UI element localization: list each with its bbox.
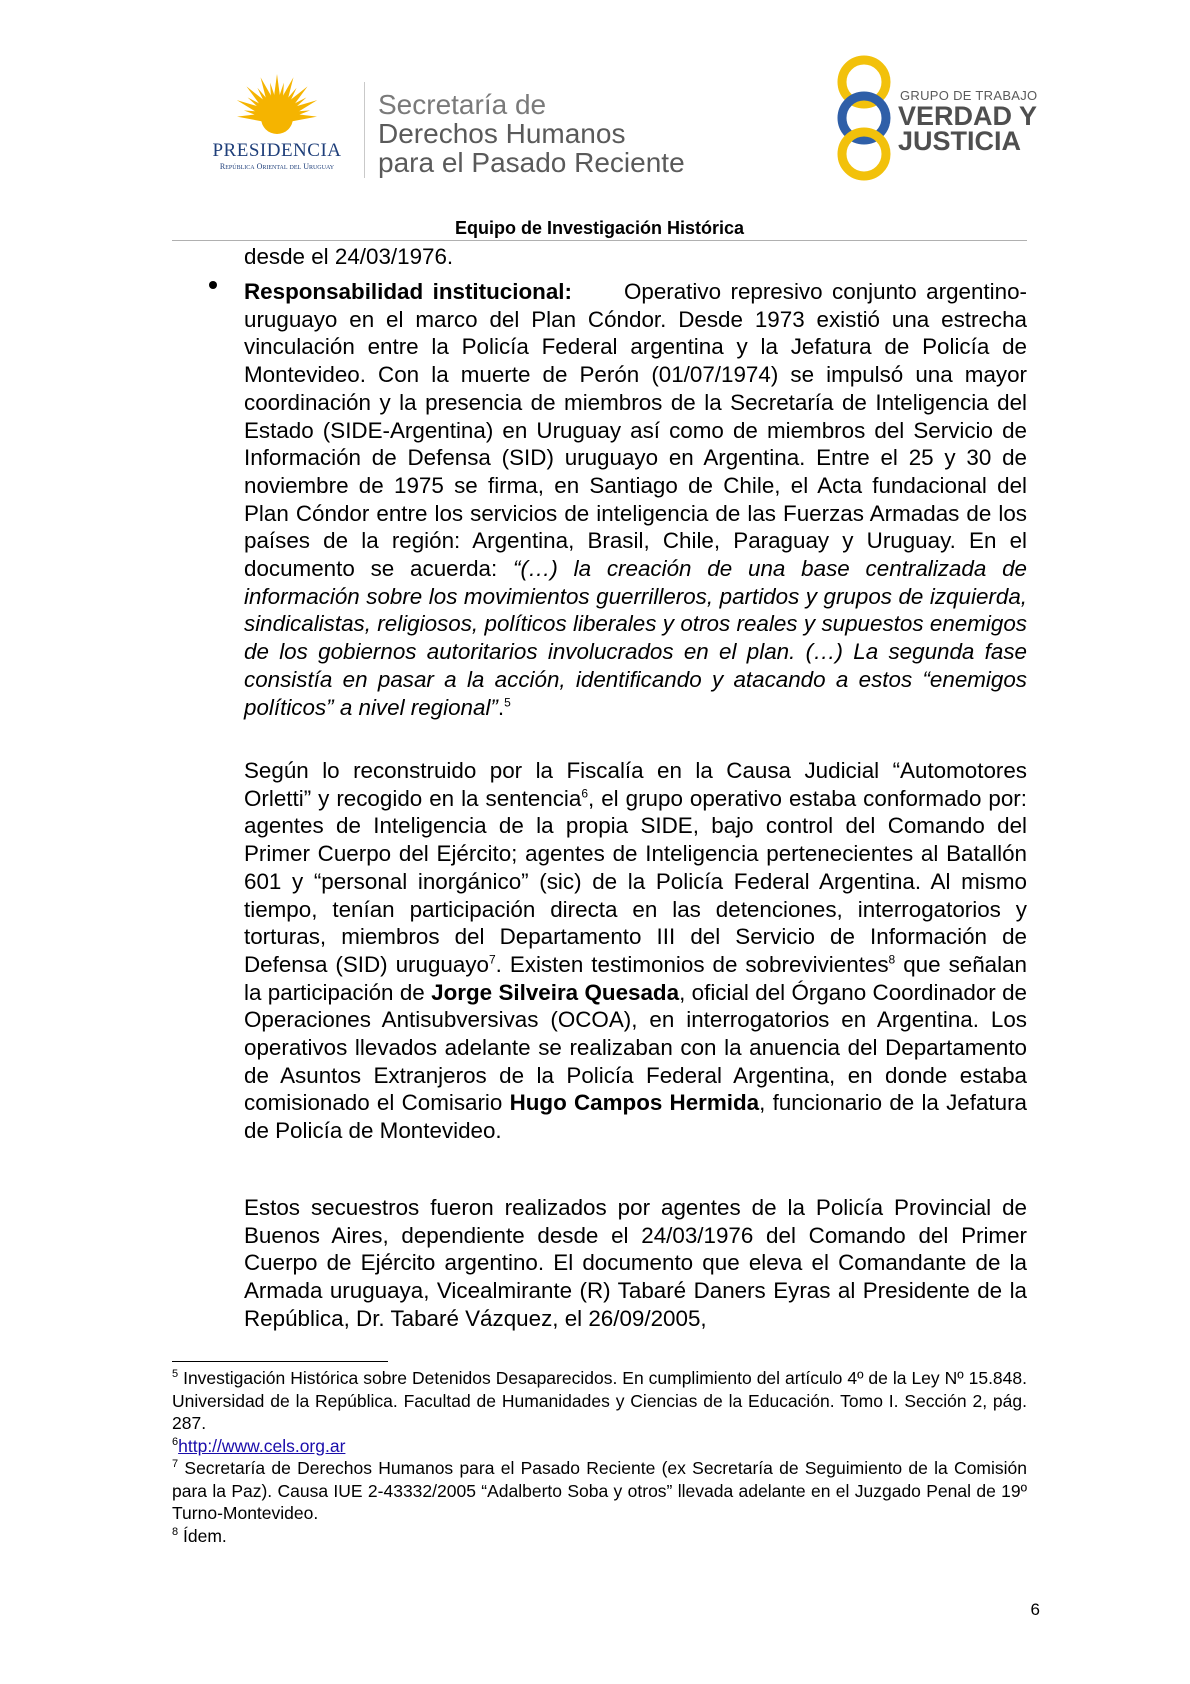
- page-number: 6: [1030, 1600, 1040, 1619]
- para2-text-6: , funcionario de la Jefatura de Policía de Montevideo.: [244, 1090, 1027, 1144]
- name-campos: Hugo Campos Hermida: [509, 1090, 760, 1116]
- paragraph-orletti: [244, 757, 1027, 1145]
- footnotes: [172, 1367, 1027, 1547]
- footnote-8: [172, 1525, 1027, 1548]
- footnote-ref-5[interactable]: 5: [504, 695, 511, 710]
- footnote-number: 5: [172, 1368, 179, 1381]
- condor-quote: “(…) la creación de una base centralizada de información sobre los movimientos guerrilleros, partidos y grupos de izquierda, sindicalistas, religiosos, políticos liberales y otros reales y supuestos enemigos de los gobiernos autoritarios involucrados en el plan. (…) La segunda fase consistía en pasar a la acción, identificando y atacando a estos “enemigos políticos” a nivel regional”: [244, 556, 1027, 720]
- presidencia-logo: [192, 70, 362, 180]
- footnote-number: 7: [172, 1458, 179, 1471]
- cels-link[interactable]: http://www.cels.org.ar: [178, 1435, 346, 1456]
- quote-end: .: [497, 694, 505, 720]
- secretaria-line-2: Derechos Humanos: [378, 118, 626, 149]
- header-divider: [364, 82, 365, 178]
- footnote-text: Secretaría de Derechos Humanos para el Pasado Reciente (ex Secretaría de Seguimiento de la Comisión para la Paz). Causa IUE 2-43332/2005 “Adalberto Soba y otros” llevada adelante en el Juzgado Penal de 19º Turno-Montevideo.: [172, 1458, 1027, 1523]
- para2-text-5: , oficial del Órgano Coordinador de Operaciones Antisubversivas (OCOA), en interrogatorios en Argentina. Los operativos llevados adelante se realizaban con la anuencia del Departamento de Asuntos Extranjeros de la Policía Federal Argentina, en donde estaba comisionado el Comisario: [244, 979, 1028, 1116]
- header-rule: [172, 240, 1027, 241]
- presidencia-sublabel: República Oriental del Uruguay: [219, 162, 335, 171]
- secretaria-title: [378, 90, 728, 177]
- footnote-5: [172, 1367, 1027, 1435]
- footnote-ref-8[interactable]: 8: [888, 952, 896, 967]
- name-silveira: Jorge Silveira Quesada: [431, 979, 680, 1005]
- vj-line-3: JUSTICIA: [898, 126, 1022, 156]
- presidencia-label: PRESIDENCIA: [212, 140, 342, 161]
- vj-line-1: GRUPO DE TRABAJO: [900, 88, 1038, 103]
- footnote-7: [172, 1457, 1027, 1525]
- para2-text-4: que señalan la participación de: [244, 951, 1027, 1005]
- para2-text-1: Según lo reconstruido por la Fiscalía en la Causa Judicial “Automotores Orletti” y recogido en la sentencia: [244, 758, 1027, 811]
- vj-line-2: VERDAD Y: [898, 101, 1038, 131]
- footnote-6: [172, 1435, 1027, 1458]
- continuation-line: desde el 24/03/1976.: [244, 244, 454, 269]
- footnote-text: Investigación Histórica sobre Detenidos Desaparecidos. En cumplimiento del artículo 4º de la Ley Nº 15.848. Universidad de la República. Facultad de Humanidades y Ciencias de la Educación. Tomo I. Sección 2, pág. 287.: [172, 1368, 1027, 1433]
- footnote-ref-7[interactable]: 7: [488, 952, 496, 967]
- footnote-number: 8: [172, 1525, 179, 1538]
- bullet-label: Responsabilidad institucional:: [244, 279, 572, 304]
- paragraph-secuestros: Estos secuestros fueron realizados por agentes de la Policía Provincial de Buenos Aires, dependiente desde el 24/03/1976 del Comando del Primer Cuerpo de Ejército argentino. El documento que eleva el Comandante de la Armada uruguaya, Vicealmirante (R) Tabaré Daners Eyras al Presidente de la República, Dr. Tabaré Vázquez, el 26/09/2005,: [244, 1195, 1027, 1331]
- team-name: Equipo de Investigación Histórica: [454, 218, 745, 238]
- secretaria-line-1: Secretaría de: [378, 89, 547, 120]
- bullet-responsabilidad: [244, 278, 1027, 721]
- bullet-text: Operativo represivo conjunto argentino-uruguayo en el marco del Plan Cóndor. Desde 1973 existió una estrecha vinculación entre la Policía Federal argentina y la Jefatura de Policía de Montevideo. Con la muerte de Perón (01/07/1974) se impulsó una mayor coordinación y la presencia de miembros de la Secretaría de Inteligencia del Estado (SIDE-Argentina) en Uruguay así como de miembros del Servicio de Información de Defensa (SID) uruguayo en Argentina. Entre el 25 y 30 de noviembre de 1975 se firma, en Santiago de Chile, el Acta fundacional del Plan Cóndor entre los servicios de inteligencia de las Fuerzas Armadas de los países de la región: Argentina, Brasil, Chile, Paraguay y Uruguay. En el documento se acuerda:: [244, 279, 1027, 582]
- secretaria-line-3: para el Pasado Reciente: [378, 147, 685, 178]
- para2-text-3: . Existen testimonios de sobrevivientes: [495, 951, 889, 977]
- footnote-number: 6: [172, 1435, 179, 1448]
- footnote-ref-6[interactable]: 6: [581, 786, 589, 801]
- para2-text-2: , el grupo operativo estaba conformado por: agentes de Inteligencia de la propia SIDE, bajo control del Comando del Primer Cuerpo del Ejército; agentes de Inteligencia pertenecientes al Batallón 601 y “personal inorgánico” (sic) de la Policía Federal Argentina. Al mismo tiempo, tenían participación directa en las detenciones, interrogatorios y torturas, miembros del Departamento III del Servicio de Información de Defensa (SID) uruguayo: [244, 785, 1027, 977]
- bullet-icon: [209, 281, 217, 289]
- footnote-text: Ídem.: [178, 1525, 227, 1546]
- rings-icon: [824, 54, 904, 184]
- footnote-rule: [172, 1361, 388, 1362]
